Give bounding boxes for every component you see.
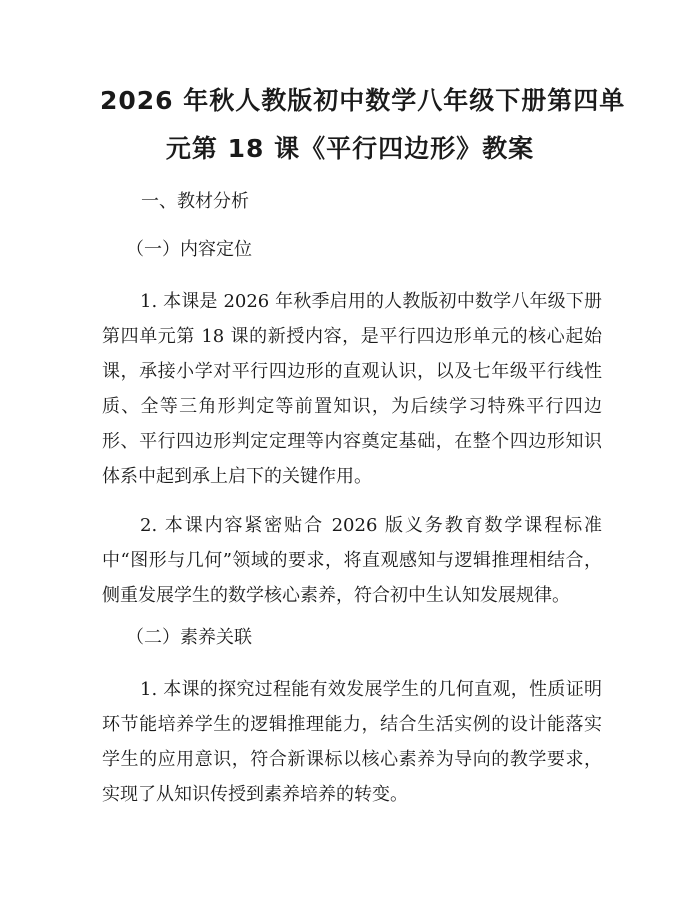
paragraph-course-position: 1. 本课是 2026 年秋季启用的人教版初中数学八年级下册第四单元第 18 课的新授内容，是平行四边形单元的核心起始课，承接小学对平行四边形的直观认识，以及七年级平行线性质、全等三角形判定等前置知识，为后续学习特殊平行四边形、平行四边形判定定理等内容奠定基础，在整个四边形知识体系中起到承上启下的关键作用。 bbox=[102, 291, 602, 487]
document-title-line-2: 元第 18 课《平行四边形》教案 bbox=[165, 134, 535, 163]
document-title-line-1: 2026 年秋人教版初中数学八年级下册第四单 bbox=[100, 86, 626, 115]
paragraph-literacy-development: 1. 本课的探究过程能有效发展学生的几何直观，性质证明环节能培养学生的逻辑推理能力，结合生活实例的设计能落实学生的应用意识，符合新课标以核心素养为导向的教学要求，实现了从知识传授到素养培养的转变。 bbox=[102, 679, 602, 805]
subsection-heading-literacy-connection: （二）素养关联 bbox=[126, 627, 252, 648]
paragraph-curriculum-standard: 2. 本课内容紧密贴合 2026 版义务教育数学课程标准中“图形与几何”领域的要求，将直观感知与逻辑推理相结合，侧重发展学生的数学核心素养，符合初中生认知发展规律。 bbox=[102, 515, 602, 606]
section-heading-materials-analysis: 一、教材分析 bbox=[141, 191, 249, 212]
subsection-heading-content-positioning: （一）内容定位 bbox=[126, 239, 252, 260]
